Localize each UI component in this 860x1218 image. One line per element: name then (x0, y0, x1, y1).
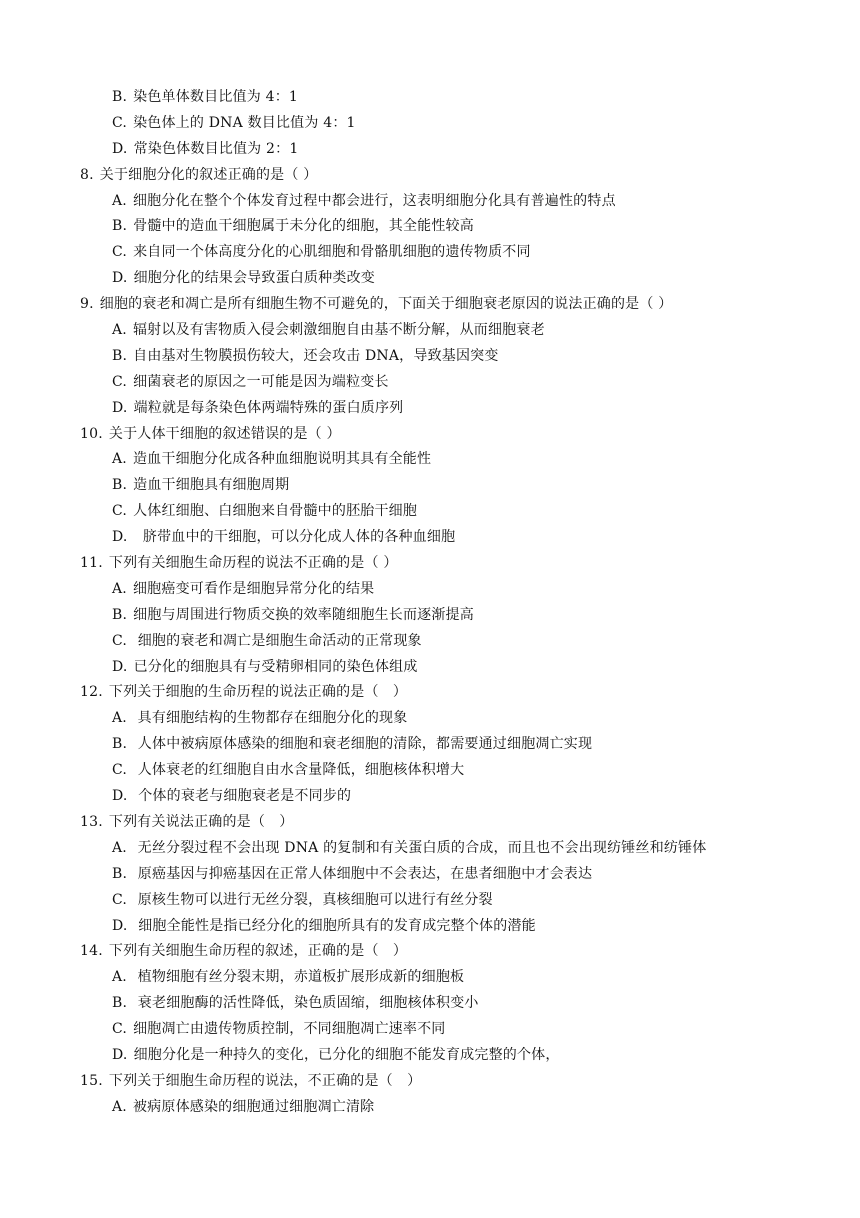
option-text: 人体中被病原体感染的细胞和衰老细胞的清除，都需要通过细胞凋亡实现 (133, 736, 593, 753)
answer-option (0, 1017, 860, 1043)
option-text: 自由基对生物膜损伤较大，还会攻击 DNA，导致基因突变 (133, 347, 499, 364)
answer-option (0, 266, 860, 292)
option-label: B. (112, 606, 128, 623)
option-label: C. (112, 373, 128, 390)
answer-option (0, 499, 860, 525)
question-stem (0, 680, 860, 706)
option-label: C. (112, 114, 128, 131)
option-text: 造血干细胞分化成各种血细胞说明其具有全能性 (132, 451, 432, 468)
option-text: 细胞分化是一种持久的变化，已分化的细胞不能发育成完整的个体， (133, 1046, 560, 1063)
option-label: A. (112, 839, 127, 856)
answer-option (0, 577, 860, 603)
question-stem (0, 1069, 860, 1095)
question-stem (0, 810, 860, 836)
question-stem (0, 939, 860, 965)
answer-option (0, 836, 860, 862)
option-text: 细胞与周围进行物质交换的效率随细胞生长而逐渐提高 (133, 606, 474, 623)
option-text: 辐射以及有害物质入侵会刺激细胞自由基不断分解，从而细胞衰老 (132, 322, 545, 339)
option-text: 无丝分裂过程不会出现 DNA 的复制和有关蛋白质的合成，而且也不会出现纺锤丝和纺锤体 (132, 839, 707, 856)
question-text: 关于细胞分化的叙述正确的是（ ） (99, 166, 318, 183)
option-text: 原核生物可以进行无丝分裂，真核细胞可以进行有丝分裂 (133, 891, 493, 908)
option-label: B. (112, 89, 128, 105)
option-text: 细胞的衰老和凋亡是细胞生命活动的正常现象 (133, 632, 422, 649)
answer-option (0, 965, 860, 991)
question-number: 11. (80, 555, 103, 572)
option-text: 脐带血中的干细胞，可以分化成人体的各种血细胞 (133, 529, 456, 546)
option-label: B. (112, 865, 128, 882)
option-label: B. (112, 347, 128, 364)
answer-option (0, 655, 860, 681)
answer-option (0, 111, 860, 137)
option-label: C. (112, 1021, 128, 1038)
option-text: 细胞分化的结果会导致蛋白质种类改变 (133, 270, 375, 287)
answer-option (0, 862, 860, 888)
option-label: D. (112, 270, 128, 287)
answer-option (0, 603, 860, 629)
answer-option (0, 85, 860, 111)
option-text: 植物细胞有丝分裂末期，赤道板扩展形成新的细胞板 (132, 969, 465, 986)
option-label: D. (112, 788, 128, 805)
question-number: 14. (80, 943, 103, 960)
question-text: 下列有关细胞生命历程的叙述，正确的是（ ） (108, 943, 408, 960)
option-text: 染色单体数目比值为 4：1 (133, 89, 299, 105)
answer-option (0, 447, 860, 473)
question-stem (0, 422, 860, 448)
answer-option (0, 732, 860, 758)
option-label: B. (112, 218, 128, 235)
answer-option (0, 344, 860, 370)
question-number: 12. (80, 684, 103, 701)
question-number: 15. (80, 1072, 103, 1089)
option-label: A. (112, 710, 127, 727)
answer-option (0, 137, 860, 163)
question-text: 下列有关说法正确的是（ ） (108, 813, 294, 830)
option-label: D. (112, 399, 128, 416)
question-text: 关于人体干细胞的叙述错误的是（ ） (108, 425, 341, 442)
option-text: 细菌衰老的原因之一可能是因为端粒变长 (133, 373, 389, 390)
option-label: B. (112, 995, 128, 1012)
question-stem (0, 551, 860, 577)
answer-option (0, 525, 860, 551)
option-label: D. (112, 529, 128, 546)
question-number: 10. (80, 425, 103, 442)
option-label: C. (112, 503, 128, 520)
answer-option (0, 888, 860, 914)
answer-option (0, 396, 860, 422)
option-label: A. (112, 1098, 127, 1115)
option-text: 人体红细胞、白细胞来自骨髓中的胚胎干细胞 (133, 503, 418, 520)
answer-option (0, 189, 860, 215)
answer-option (0, 758, 860, 784)
answer-option (0, 214, 860, 240)
option-label: C. (112, 891, 128, 908)
option-text: 造血干细胞具有细胞周期 (133, 477, 290, 494)
option-text: 骨髓中的造血干细胞属于未分化的细胞，其全能性较高 (133, 218, 474, 235)
option-label: D. (112, 1046, 128, 1063)
option-text: 衰老细胞酶的活性降低，染色质固缩，细胞核体积变小 (133, 995, 479, 1012)
option-text: 原癌基因与抑癌基因在正常人体细胞中不会表达，在患者细胞中才会表达 (133, 865, 593, 882)
option-label: C. (112, 244, 128, 261)
question-text: 下列关于细胞的生命历程的说法正确的是（ ） (108, 684, 408, 701)
option-label: D. (112, 658, 128, 675)
answer-option (0, 706, 860, 732)
option-text: 被病原体感染的细胞通过细胞凋亡清除 (132, 1098, 375, 1115)
option-label: A. (112, 451, 127, 468)
option-text: 常染色体数目比值为 2：1 (133, 140, 299, 157)
option-label: A. (112, 580, 127, 597)
option-text: 个体的衰老与细胞衰老是不同步的 (133, 788, 352, 805)
question-stem (0, 163, 860, 189)
answer-option (0, 318, 860, 344)
option-text: 已分化的细胞具有与受精卵相同的染色体组成 (133, 658, 418, 675)
option-label: B. (112, 736, 128, 753)
option-label: A. (112, 322, 127, 339)
answer-option (0, 629, 860, 655)
question-number: 13. (80, 813, 103, 830)
answer-option (0, 914, 860, 940)
answer-option (0, 240, 860, 266)
option-text: 染色体上的 DNA 数目比值为 4：1 (133, 114, 356, 131)
option-text: 来自同一个体高度分化的心肌细胞和骨骼肌细胞的遗传物质不同 (133, 244, 531, 261)
question-text: 下列关于细胞生命历程的说法，不正确的是（ ） (108, 1072, 422, 1089)
question-text: 细胞的衰老和凋亡是所有细胞生物不可避免的，下面关于细胞衰老原因的说法正确的是（ ） (99, 296, 673, 313)
answer-option (0, 370, 860, 396)
option-label: B. (112, 477, 128, 494)
answer-option (0, 991, 860, 1017)
option-label: C. (112, 632, 128, 649)
option-text: 端粒就是每条染色体两端特殊的蛋白质序列 (133, 399, 404, 416)
option-text: 人体衰老的红细胞自由水含量降低，细胞核体积增大 (133, 762, 465, 779)
option-text: 细胞癌变可看作是细胞异常分化的结果 (132, 580, 375, 597)
answer-option (0, 473, 860, 499)
question-text: 下列有关细胞生命历程的说法不正确的是（ ） (108, 555, 398, 572)
answer-option (0, 1095, 860, 1121)
option-label: D. (112, 140, 128, 157)
option-label: C. (112, 762, 128, 779)
question-stem (0, 292, 860, 318)
exam-page (0, 85, 860, 1121)
option-text: 具有细胞结构的生物都存在细胞分化的现象 (132, 710, 408, 727)
question-number: 9. (80, 296, 94, 313)
option-text: 细胞凋亡由遗传物质控制，不同细胞凋亡速率不同 (133, 1021, 446, 1038)
option-label: A. (112, 192, 127, 209)
option-text: 细胞全能性是指已经分化的细胞所具有的发育成完整个体的潜能 (133, 917, 536, 934)
question-number: 8. (80, 166, 94, 183)
option-label: A. (112, 969, 127, 986)
answer-option (0, 784, 860, 810)
answer-option (0, 1043, 860, 1069)
option-text: 细胞分化在整个个体发育过程中都会进行，这表明细胞分化具有普遍性的特点 (132, 192, 616, 209)
option-label: D. (112, 917, 128, 934)
